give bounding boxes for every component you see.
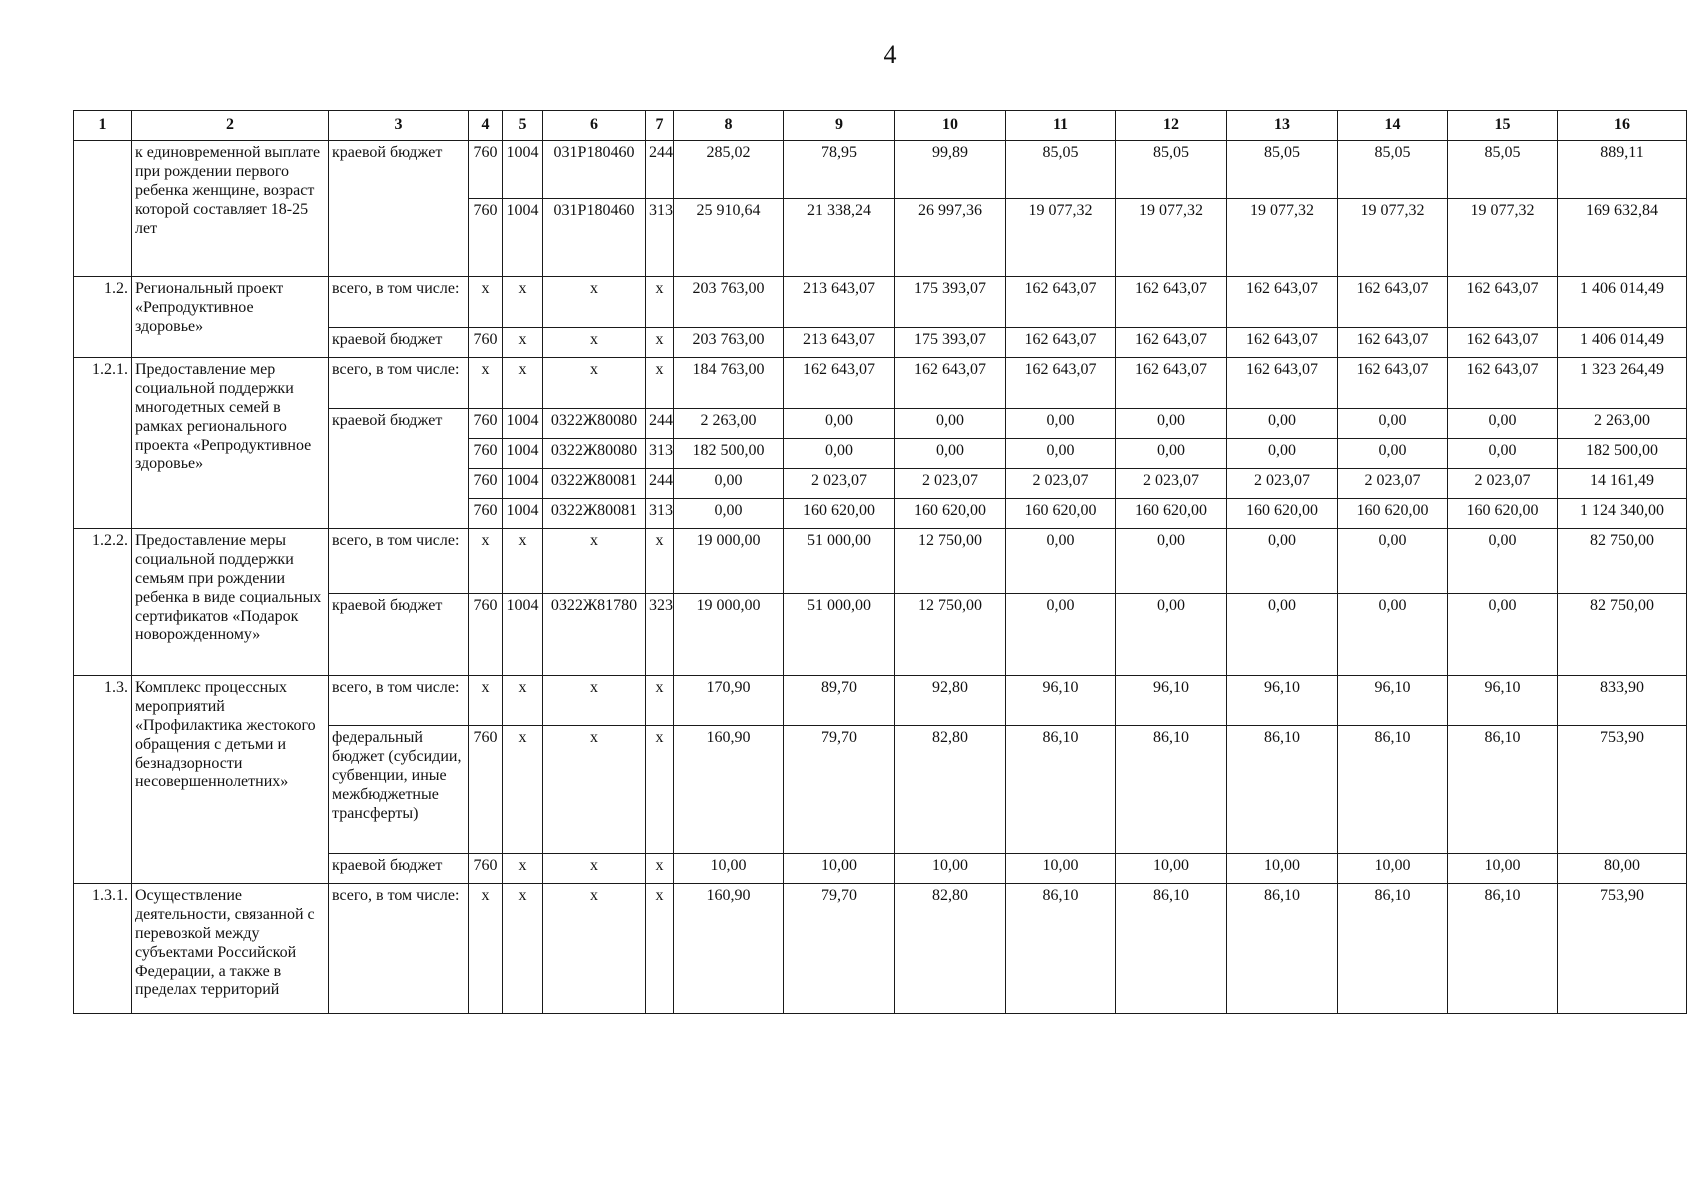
code-col-7: х: [646, 884, 674, 1014]
item-number: [74, 141, 132, 277]
table-body: [74, 141, 1687, 1014]
code-col-4: 760: [469, 854, 503, 884]
code-col-6: х: [543, 884, 646, 1014]
funding-source: всего, в том числе:: [329, 529, 469, 594]
col-header-16: 16: [1558, 111, 1687, 141]
value-col-11: 86,10: [1006, 726, 1116, 854]
value-col-8: 160,90: [674, 726, 784, 854]
value-col-11: 160 620,00: [1006, 499, 1116, 529]
code-col-4: 760: [469, 726, 503, 854]
code-col-7: 244: [646, 141, 674, 199]
col-header-11: 11: [1006, 111, 1116, 141]
value-col-11: 10,00: [1006, 854, 1116, 884]
value-col-10: 162 643,07: [895, 358, 1006, 409]
value-col-16: 82 750,00: [1558, 529, 1687, 594]
value-col-10: 12 750,00: [895, 529, 1006, 594]
table-row: [74, 141, 1687, 199]
code-col-5: х: [503, 676, 543, 726]
value-col-11: 19 077,32: [1006, 199, 1116, 277]
item-name: Осуществление деятельности, связанной с перевозкой между субъектами Российской Федерации, а также в пределах территорий: [132, 884, 329, 1014]
value-col-16: 2 263,00: [1558, 409, 1687, 439]
value-col-16: 169 632,84: [1558, 199, 1687, 277]
funding-source: краевой бюджет: [329, 854, 469, 884]
value-col-11: 0,00: [1006, 439, 1116, 469]
value-col-8: 25 910,64: [674, 199, 784, 277]
col-header-15: 15: [1448, 111, 1558, 141]
value-col-15: 19 077,32: [1448, 199, 1558, 277]
code-col-6: х: [543, 676, 646, 726]
item-number: 1.2.2.: [74, 529, 132, 676]
col-header-3: 3: [329, 111, 469, 141]
table-row: [74, 529, 1687, 594]
code-col-5: 1004: [503, 499, 543, 529]
value-col-14: 10,00: [1338, 854, 1448, 884]
value-col-12: 162 643,07: [1116, 358, 1227, 409]
value-col-11: 85,05: [1006, 141, 1116, 199]
item-name: к единовременной выплате при рождении первого ребенка женщине, возраст которой составляет 18-25 лет: [132, 141, 329, 277]
value-col-15: 162 643,07: [1448, 358, 1558, 409]
value-col-9: 10,00: [784, 854, 895, 884]
value-col-13: 162 643,07: [1227, 277, 1338, 328]
value-col-12: 86,10: [1116, 884, 1227, 1014]
code-col-4: х: [469, 277, 503, 328]
code-col-5: 1004: [503, 141, 543, 199]
funding-source: краевой бюджет: [329, 594, 469, 676]
item-number: 1.2.1.: [74, 358, 132, 529]
code-col-5: х: [503, 277, 543, 328]
value-col-10: 26 997,36: [895, 199, 1006, 277]
code-col-5: 1004: [503, 594, 543, 676]
value-col-13: 85,05: [1227, 141, 1338, 199]
code-col-5: 1004: [503, 409, 543, 439]
value-col-13: 10,00: [1227, 854, 1338, 884]
code-col-5: х: [503, 529, 543, 594]
value-col-16: 1 124 340,00: [1558, 499, 1687, 529]
value-col-12: 86,10: [1116, 726, 1227, 854]
value-col-9: 89,70: [784, 676, 895, 726]
item-name: Региональный проект «Репродуктивное здоровье»: [132, 277, 329, 358]
value-col-10: 12 750,00: [895, 594, 1006, 676]
value-col-10: 160 620,00: [895, 499, 1006, 529]
code-col-7: 244: [646, 469, 674, 499]
value-col-11: 2 023,07: [1006, 469, 1116, 499]
code-col-6: х: [543, 529, 646, 594]
col-header-10: 10: [895, 111, 1006, 141]
value-col-8: 160,90: [674, 884, 784, 1014]
value-col-13: 0,00: [1227, 409, 1338, 439]
value-col-13: 96,10: [1227, 676, 1338, 726]
value-col-14: 0,00: [1338, 529, 1448, 594]
value-col-12: 2 023,07: [1116, 469, 1227, 499]
value-col-15: 162 643,07: [1448, 277, 1558, 328]
value-col-9: 0,00: [784, 439, 895, 469]
code-col-4: 760: [469, 499, 503, 529]
value-col-14: 162 643,07: [1338, 358, 1448, 409]
value-col-9: 2 023,07: [784, 469, 895, 499]
column-number-header: [74, 111, 1687, 141]
code-col-4: 760: [469, 469, 503, 499]
value-col-15: 96,10: [1448, 676, 1558, 726]
item-number: 1.3.1.: [74, 884, 132, 1014]
value-col-12: 0,00: [1116, 529, 1227, 594]
value-col-12: 162 643,07: [1116, 328, 1227, 358]
code-col-4: 760: [469, 409, 503, 439]
value-col-8: 19 000,00: [674, 529, 784, 594]
col-header-5: 5: [503, 111, 543, 141]
value-col-13: 2 023,07: [1227, 469, 1338, 499]
col-header-1: 1: [74, 111, 132, 141]
value-col-14: 85,05: [1338, 141, 1448, 199]
value-col-12: 96,10: [1116, 676, 1227, 726]
value-col-8: 203 763,00: [674, 277, 784, 328]
value-col-16: 14 161,49: [1558, 469, 1687, 499]
value-col-8: 19 000,00: [674, 594, 784, 676]
code-col-4: 760: [469, 439, 503, 469]
value-col-15: 2 023,07: [1448, 469, 1558, 499]
funding-source: краевой бюджет: [329, 409, 469, 529]
value-col-8: 2 263,00: [674, 409, 784, 439]
value-col-10: 2 023,07: [895, 469, 1006, 499]
page-number: 4: [883, 40, 897, 69]
value-col-13: 0,00: [1227, 439, 1338, 469]
code-col-4: х: [469, 529, 503, 594]
funding-source: всего, в том числе:: [329, 676, 469, 726]
code-col-5: х: [503, 328, 543, 358]
value-col-16: 1 406 014,49: [1558, 277, 1687, 328]
value-col-16: 82 750,00: [1558, 594, 1687, 676]
code-col-6: 0322Ж80080: [543, 409, 646, 439]
value-col-14: 162 643,07: [1338, 328, 1448, 358]
item-name: Предоставление меры социальной поддержки семьям при рождении ребенка в виде социальных сертификатов «Подарок новорожденному»: [132, 529, 329, 676]
funding-source: всего, в том числе:: [329, 277, 469, 328]
value-col-10: 82,80: [895, 884, 1006, 1014]
value-col-16: 80,00: [1558, 854, 1687, 884]
value-col-10: 175 393,07: [895, 328, 1006, 358]
value-col-10: 92,80: [895, 676, 1006, 726]
funding-source: федеральный бюджет (субсидии, субвенции, иные межбюджетные трансферты): [329, 726, 469, 854]
funding-source: краевой бюджет: [329, 328, 469, 358]
value-col-14: 0,00: [1338, 439, 1448, 469]
value-col-15: 160 620,00: [1448, 499, 1558, 529]
value-col-10: 82,80: [895, 726, 1006, 854]
col-header-4: 4: [469, 111, 503, 141]
value-col-14: 2 023,07: [1338, 469, 1448, 499]
value-col-14: 86,10: [1338, 884, 1448, 1014]
code-col-7: х: [646, 726, 674, 854]
value-col-10: 175 393,07: [895, 277, 1006, 328]
value-col-11: 0,00: [1006, 594, 1116, 676]
item-name: Предоставление мер социальной поддержки многодетных семей в рамках регионального проекта «Репродуктивное здоровье»: [132, 358, 329, 529]
value-col-15: 0,00: [1448, 409, 1558, 439]
code-col-4: х: [469, 358, 503, 409]
funding-source: краевой бюджет: [329, 141, 469, 277]
code-col-6: 0322Ж80081: [543, 469, 646, 499]
col-header-2: 2: [132, 111, 329, 141]
code-col-6: 0322Ж80080: [543, 439, 646, 469]
value-col-10: 10,00: [895, 854, 1006, 884]
value-col-14: 160 620,00: [1338, 499, 1448, 529]
value-col-13: 0,00: [1227, 529, 1338, 594]
value-col-13: 19 077,32: [1227, 199, 1338, 277]
value-col-12: 0,00: [1116, 594, 1227, 676]
code-col-4: 760: [469, 141, 503, 199]
value-col-12: 162 643,07: [1116, 277, 1227, 328]
code-col-7: 323: [646, 594, 674, 676]
value-col-8: 203 763,00: [674, 328, 784, 358]
value-col-14: 96,10: [1338, 676, 1448, 726]
item-number: 1.3.: [74, 676, 132, 884]
col-header-13: 13: [1227, 111, 1338, 141]
value-col-9: 79,70: [784, 884, 895, 1014]
code-col-5: х: [503, 358, 543, 409]
code-col-6: х: [543, 358, 646, 409]
table-row: [74, 358, 1687, 409]
value-col-13: 162 643,07: [1227, 328, 1338, 358]
value-col-16: 1 406 014,49: [1558, 328, 1687, 358]
code-col-6: х: [543, 726, 646, 854]
code-col-6: 031Р180460: [543, 199, 646, 277]
value-col-9: 51 000,00: [784, 529, 895, 594]
code-col-7: 313: [646, 499, 674, 529]
code-col-5: 1004: [503, 439, 543, 469]
budget-table: [73, 110, 1687, 1014]
value-col-15: 86,10: [1448, 726, 1558, 854]
value-col-12: 0,00: [1116, 409, 1227, 439]
value-col-15: 0,00: [1448, 529, 1558, 594]
code-col-5: х: [503, 726, 543, 854]
code-col-6: 031Р180460: [543, 141, 646, 199]
code-col-7: х: [646, 358, 674, 409]
value-col-13: 160 620,00: [1227, 499, 1338, 529]
col-header-8: 8: [674, 111, 784, 141]
value-col-16: 182 500,00: [1558, 439, 1687, 469]
code-col-6: х: [543, 328, 646, 358]
code-col-4: 760: [469, 594, 503, 676]
value-col-11: 162 643,07: [1006, 277, 1116, 328]
value-col-8: 184 763,00: [674, 358, 784, 409]
value-col-9: 162 643,07: [784, 358, 895, 409]
value-col-13: 162 643,07: [1227, 358, 1338, 409]
code-col-5: 1004: [503, 199, 543, 277]
value-col-14: 162 643,07: [1338, 277, 1448, 328]
value-col-8: 0,00: [674, 499, 784, 529]
col-header-7: 7: [646, 111, 674, 141]
col-header-12: 12: [1116, 111, 1227, 141]
code-col-7: х: [646, 529, 674, 594]
value-col-11: 86,10: [1006, 884, 1116, 1014]
code-col-4: 760: [469, 328, 503, 358]
value-col-11: 96,10: [1006, 676, 1116, 726]
funding-source: всего, в том числе:: [329, 884, 469, 1014]
value-col-16: 1 323 264,49: [1558, 358, 1687, 409]
value-col-12: 0,00: [1116, 439, 1227, 469]
value-col-11: 0,00: [1006, 529, 1116, 594]
value-col-9: 51 000,00: [784, 594, 895, 676]
value-col-12: 85,05: [1116, 141, 1227, 199]
table-row: [74, 676, 1687, 726]
value-col-9: 160 620,00: [784, 499, 895, 529]
code-col-7: 313: [646, 199, 674, 277]
col-header-6: 6: [543, 111, 646, 141]
code-col-5: 1004: [503, 469, 543, 499]
value-col-16: 753,90: [1558, 726, 1687, 854]
table-row: [74, 277, 1687, 328]
item-name: Комплекс процессных мероприятий «Профилактика жестокого обращения с детьми и безнадзорности несовершеннолетних»: [132, 676, 329, 884]
value-col-9: 213 643,07: [784, 328, 895, 358]
value-col-10: 0,00: [895, 439, 1006, 469]
value-col-8: 285,02: [674, 141, 784, 199]
code-col-7: 313: [646, 439, 674, 469]
value-col-9: 79,70: [784, 726, 895, 854]
value-col-13: 0,00: [1227, 594, 1338, 676]
value-col-10: 99,89: [895, 141, 1006, 199]
code-col-6: х: [543, 854, 646, 884]
value-col-15: 86,10: [1448, 884, 1558, 1014]
code-col-6: 0322Ж80081: [543, 499, 646, 529]
value-col-13: 86,10: [1227, 726, 1338, 854]
value-col-15: 85,05: [1448, 141, 1558, 199]
value-col-9: 213 643,07: [784, 277, 895, 328]
code-col-4: х: [469, 884, 503, 1014]
value-col-14: 0,00: [1338, 409, 1448, 439]
code-col-5: х: [503, 884, 543, 1014]
code-col-7: х: [646, 854, 674, 884]
value-col-15: 162 643,07: [1448, 328, 1558, 358]
code-col-7: х: [646, 328, 674, 358]
code-col-7: х: [646, 277, 674, 328]
value-col-9: 21 338,24: [784, 199, 895, 277]
value-col-14: 19 077,32: [1338, 199, 1448, 277]
value-col-12: 160 620,00: [1116, 499, 1227, 529]
col-header-14: 14: [1338, 111, 1448, 141]
value-col-14: 86,10: [1338, 726, 1448, 854]
code-col-6: 0322Ж81780: [543, 594, 646, 676]
value-col-12: 19 077,32: [1116, 199, 1227, 277]
code-col-4: 760: [469, 199, 503, 277]
table-row: [74, 884, 1687, 1014]
value-col-16: 889,11: [1558, 141, 1687, 199]
value-col-11: 162 643,07: [1006, 328, 1116, 358]
value-col-8: 182 500,00: [674, 439, 784, 469]
value-col-15: 0,00: [1448, 439, 1558, 469]
item-number: 1.2.: [74, 277, 132, 358]
value-col-8: 0,00: [674, 469, 784, 499]
value-col-16: 833,90: [1558, 676, 1687, 726]
value-col-8: 10,00: [674, 854, 784, 884]
code-col-4: х: [469, 676, 503, 726]
value-col-8: 170,90: [674, 676, 784, 726]
code-col-7: 244: [646, 409, 674, 439]
value-col-9: 0,00: [784, 409, 895, 439]
value-col-15: 0,00: [1448, 594, 1558, 676]
value-col-14: 0,00: [1338, 594, 1448, 676]
value-col-12: 10,00: [1116, 854, 1227, 884]
code-col-7: х: [646, 676, 674, 726]
funding-source: всего, в том числе:: [329, 358, 469, 409]
value-col-13: 86,10: [1227, 884, 1338, 1014]
value-col-10: 0,00: [895, 409, 1006, 439]
col-header-9: 9: [784, 111, 895, 141]
value-col-16: 753,90: [1558, 884, 1687, 1014]
code-col-6: х: [543, 277, 646, 328]
code-col-5: х: [503, 854, 543, 884]
value-col-11: 0,00: [1006, 409, 1116, 439]
value-col-11: 162 643,07: [1006, 358, 1116, 409]
value-col-9: 78,95: [784, 141, 895, 199]
value-col-15: 10,00: [1448, 854, 1558, 884]
